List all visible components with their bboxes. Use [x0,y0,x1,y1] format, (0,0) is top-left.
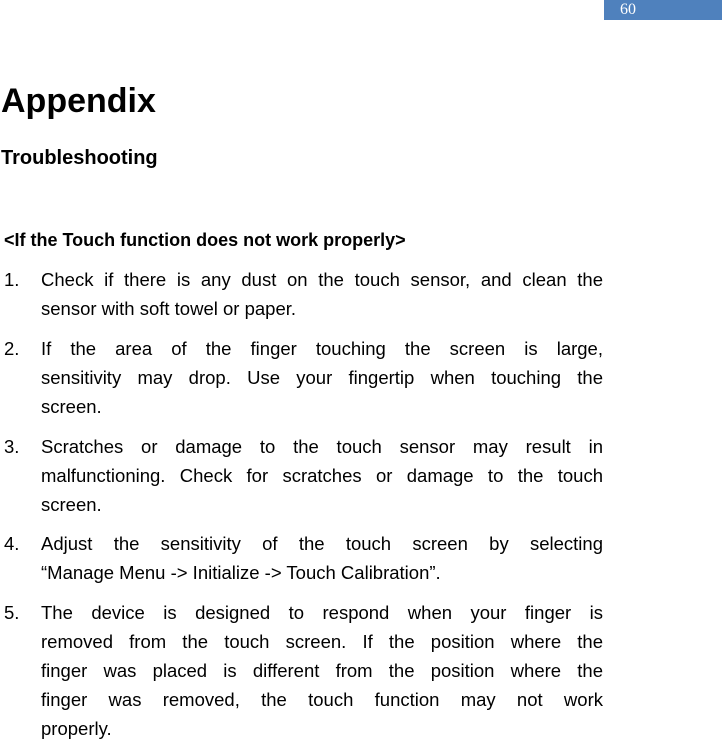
list-item [0,529,603,587]
list-item [0,265,603,323]
page-title: Appendix [1,82,156,120]
page-number-badge: 60 [604,0,722,20]
list-item-line: sensitivity may drop. Use your fingertip when touching the [41,367,603,388]
list-item-line: finger was placed is different from the position where the [41,660,603,681]
list-item [0,598,603,743]
section-heading: Troubleshooting [1,147,158,169]
list-item-line: removed from the touch screen. If the position where the [41,631,603,652]
list-item-line: malfunctioning. Check for scratches or damage to the touch [41,465,603,486]
list-item [0,334,603,421]
list-item-line: Check if there is any dust on the touch sensor, and clean the [41,269,603,290]
list-item-line: If the area of the finger touching the screen is large, [41,338,603,359]
list-item [0,432,603,519]
list-number: 4. [4,533,20,554]
list-item-line: screen. [41,396,102,417]
list-item-line: Adjust the sensitivity of the touch screen by selecting [41,533,603,554]
list-item-line: Scratches or damage to the touch sensor may result in [41,436,603,457]
list-item-line: properly. [41,718,112,739]
list-item-line: screen. [41,494,102,515]
list-number: 1. [4,269,20,290]
list-number: 2. [4,338,20,359]
list-number: 3. [4,436,20,457]
list-number: 5. [4,602,20,623]
list-item-line: “Manage Menu -> Initialize -> Touch Calibration”. [41,562,441,583]
subheading: <If the Touch function does not work properly> [4,230,406,250]
list-item-line: sensor with soft towel or paper. [41,298,297,319]
list-item-line: The device is designed to respond when your finger is [41,602,603,623]
list-item-line: finger was removed, the touch function may not work [41,689,603,710]
